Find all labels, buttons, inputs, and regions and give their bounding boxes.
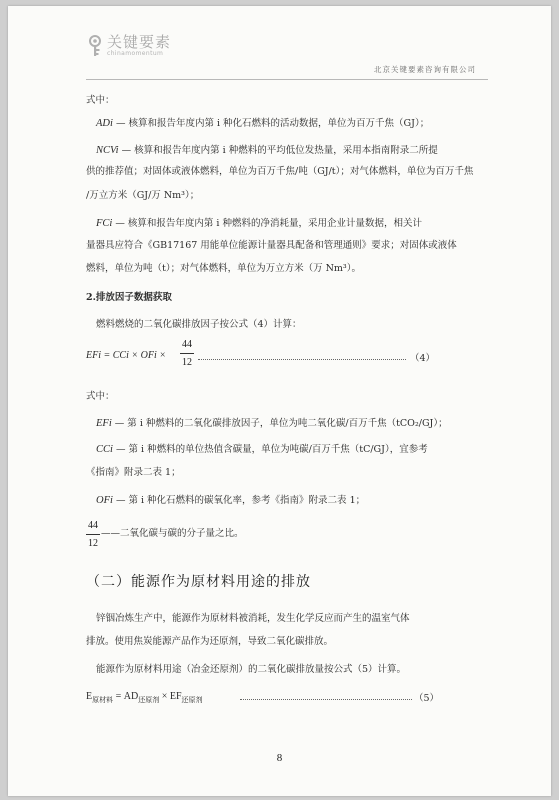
efi-variable: EFi	[96, 418, 112, 429]
shizhong-label-2: 式中：	[86, 391, 115, 402]
formula-4-leader-dots	[198, 359, 406, 360]
formula-5-sub-raw: 原材料	[92, 696, 114, 704]
formula-4-fraction-bar	[180, 353, 194, 354]
logo-english-text: chinamomentum	[107, 50, 164, 57]
adi-text: — 核算和报告年度内第 i 种化石燃料的活动数据，单位为百万千焦（GJ）；	[115, 118, 430, 129]
ncvi-definition	[96, 144, 438, 158]
company-logo	[86, 35, 171, 57]
ncvi-variable: NCVi	[96, 145, 119, 156]
ofi-variable: OFi	[96, 495, 113, 506]
ofi-definition	[96, 494, 365, 508]
adi-variable: ADi	[96, 118, 113, 129]
ncvi-text-line3: /万立方米（GJ/万 Nm³）；	[86, 190, 200, 201]
key-logo-icon	[86, 35, 104, 57]
ratio-denominator: 12	[88, 538, 98, 549]
efi-text: — 第 i 种燃料的二氧化碳排放因子，单位为吨二氧化碳/百万千焦（tCO₂/GJ）；	[114, 418, 448, 429]
ef-formula-intro: 燃料燃烧的二氧化碳排放因子按公式（4）计算：	[96, 319, 302, 330]
fci-text-line2: 量器具应符合《GB17167 用能单位能源计量器具配备和管理通则》要求；对固体或液体	[86, 240, 457, 251]
fci-definition	[96, 217, 422, 231]
cci-text-line2: 《指南》附录二表 1；	[86, 467, 181, 478]
section-heading-2: （二）能源作为原材料用途的排放	[86, 574, 311, 590]
formula-4-numerator: 44	[182, 339, 192, 350]
formula-5	[86, 690, 203, 707]
fci-variable: FCi	[96, 218, 113, 229]
section-paragraph-line1: 锌铟冶炼生产中，能源作为原材料被消耗，发生化学反应而产生的温室气体	[96, 613, 410, 624]
formula-5-number: （5）	[414, 693, 440, 704]
ncvi-text-line2: 供的推荐值；对固体或液体燃料，单位为百万千焦/吨（GJ/t）；对气体燃料，单位为百万千焦	[86, 166, 474, 177]
adi-definition	[96, 117, 429, 131]
formula-5-sub-reducer-2: 还原剂	[181, 696, 203, 704]
efi-definition	[96, 417, 448, 431]
cci-definition	[96, 443, 428, 457]
formula-5-intro: 能源作为原材料用途（冶金还原剂）的二氧化碳排放量按公式（5）计算。	[96, 664, 407, 675]
formula-5-e: E	[86, 691, 93, 702]
fci-text-line1: — 核算和报告年度内第 i 种燃料的净消耗量，采用企业计量数据，相关计	[115, 218, 422, 229]
page-number: 8	[276, 752, 283, 764]
company-name: 北京关键要素咨询有限公司	[374, 65, 476, 74]
ofi-text: — 第 i 种化石燃料的碳氧化率，参考《指南》附录二表 1；	[115, 495, 366, 506]
ncvi-text-line1: — 核算和报告年度内第 i 种燃料的平均低位发热量，采用本指南附录二所提	[121, 145, 438, 156]
shizhong-label-1: 式中：	[86, 95, 115, 106]
formula-5-ef: × EF	[161, 691, 182, 702]
formula-5-ad: = AD	[115, 691, 139, 702]
ratio-description: ——二氧化碳与碳的分子量之比。	[101, 528, 244, 539]
cci-variable: CCi	[96, 444, 113, 455]
header-divider	[86, 79, 488, 80]
document-page	[8, 6, 551, 796]
formula-5-leader-dots	[240, 699, 412, 700]
ratio-numerator: 44	[88, 520, 98, 531]
logo-chinese-text: 关键要素	[107, 33, 172, 51]
formula-5-sub-reducer-1: 还原剂	[138, 696, 160, 704]
section-paragraph-line2: 排放。使用焦炭能源产品作为还原剂，导致二氧化碳排放。	[86, 636, 334, 647]
cci-text-line1: — 第 i 种燃料的单位热值含碳量，单位为吨碳/百万千焦（tC/GJ），宜参考	[115, 444, 428, 455]
section-2-heading: 2.排放因子数据获取	[86, 292, 172, 303]
ratio-fraction-bar	[86, 534, 100, 535]
formula-4-number: （4）	[410, 353, 436, 364]
formula-4-left: EFi = CCi × OFi ×	[86, 350, 166, 361]
fci-text-line3: 燃料，单位为吨（t）；对气体燃料，单位为万立方米（万 Nm³）。	[86, 263, 361, 274]
formula-4-denominator: 12	[182, 357, 192, 368]
